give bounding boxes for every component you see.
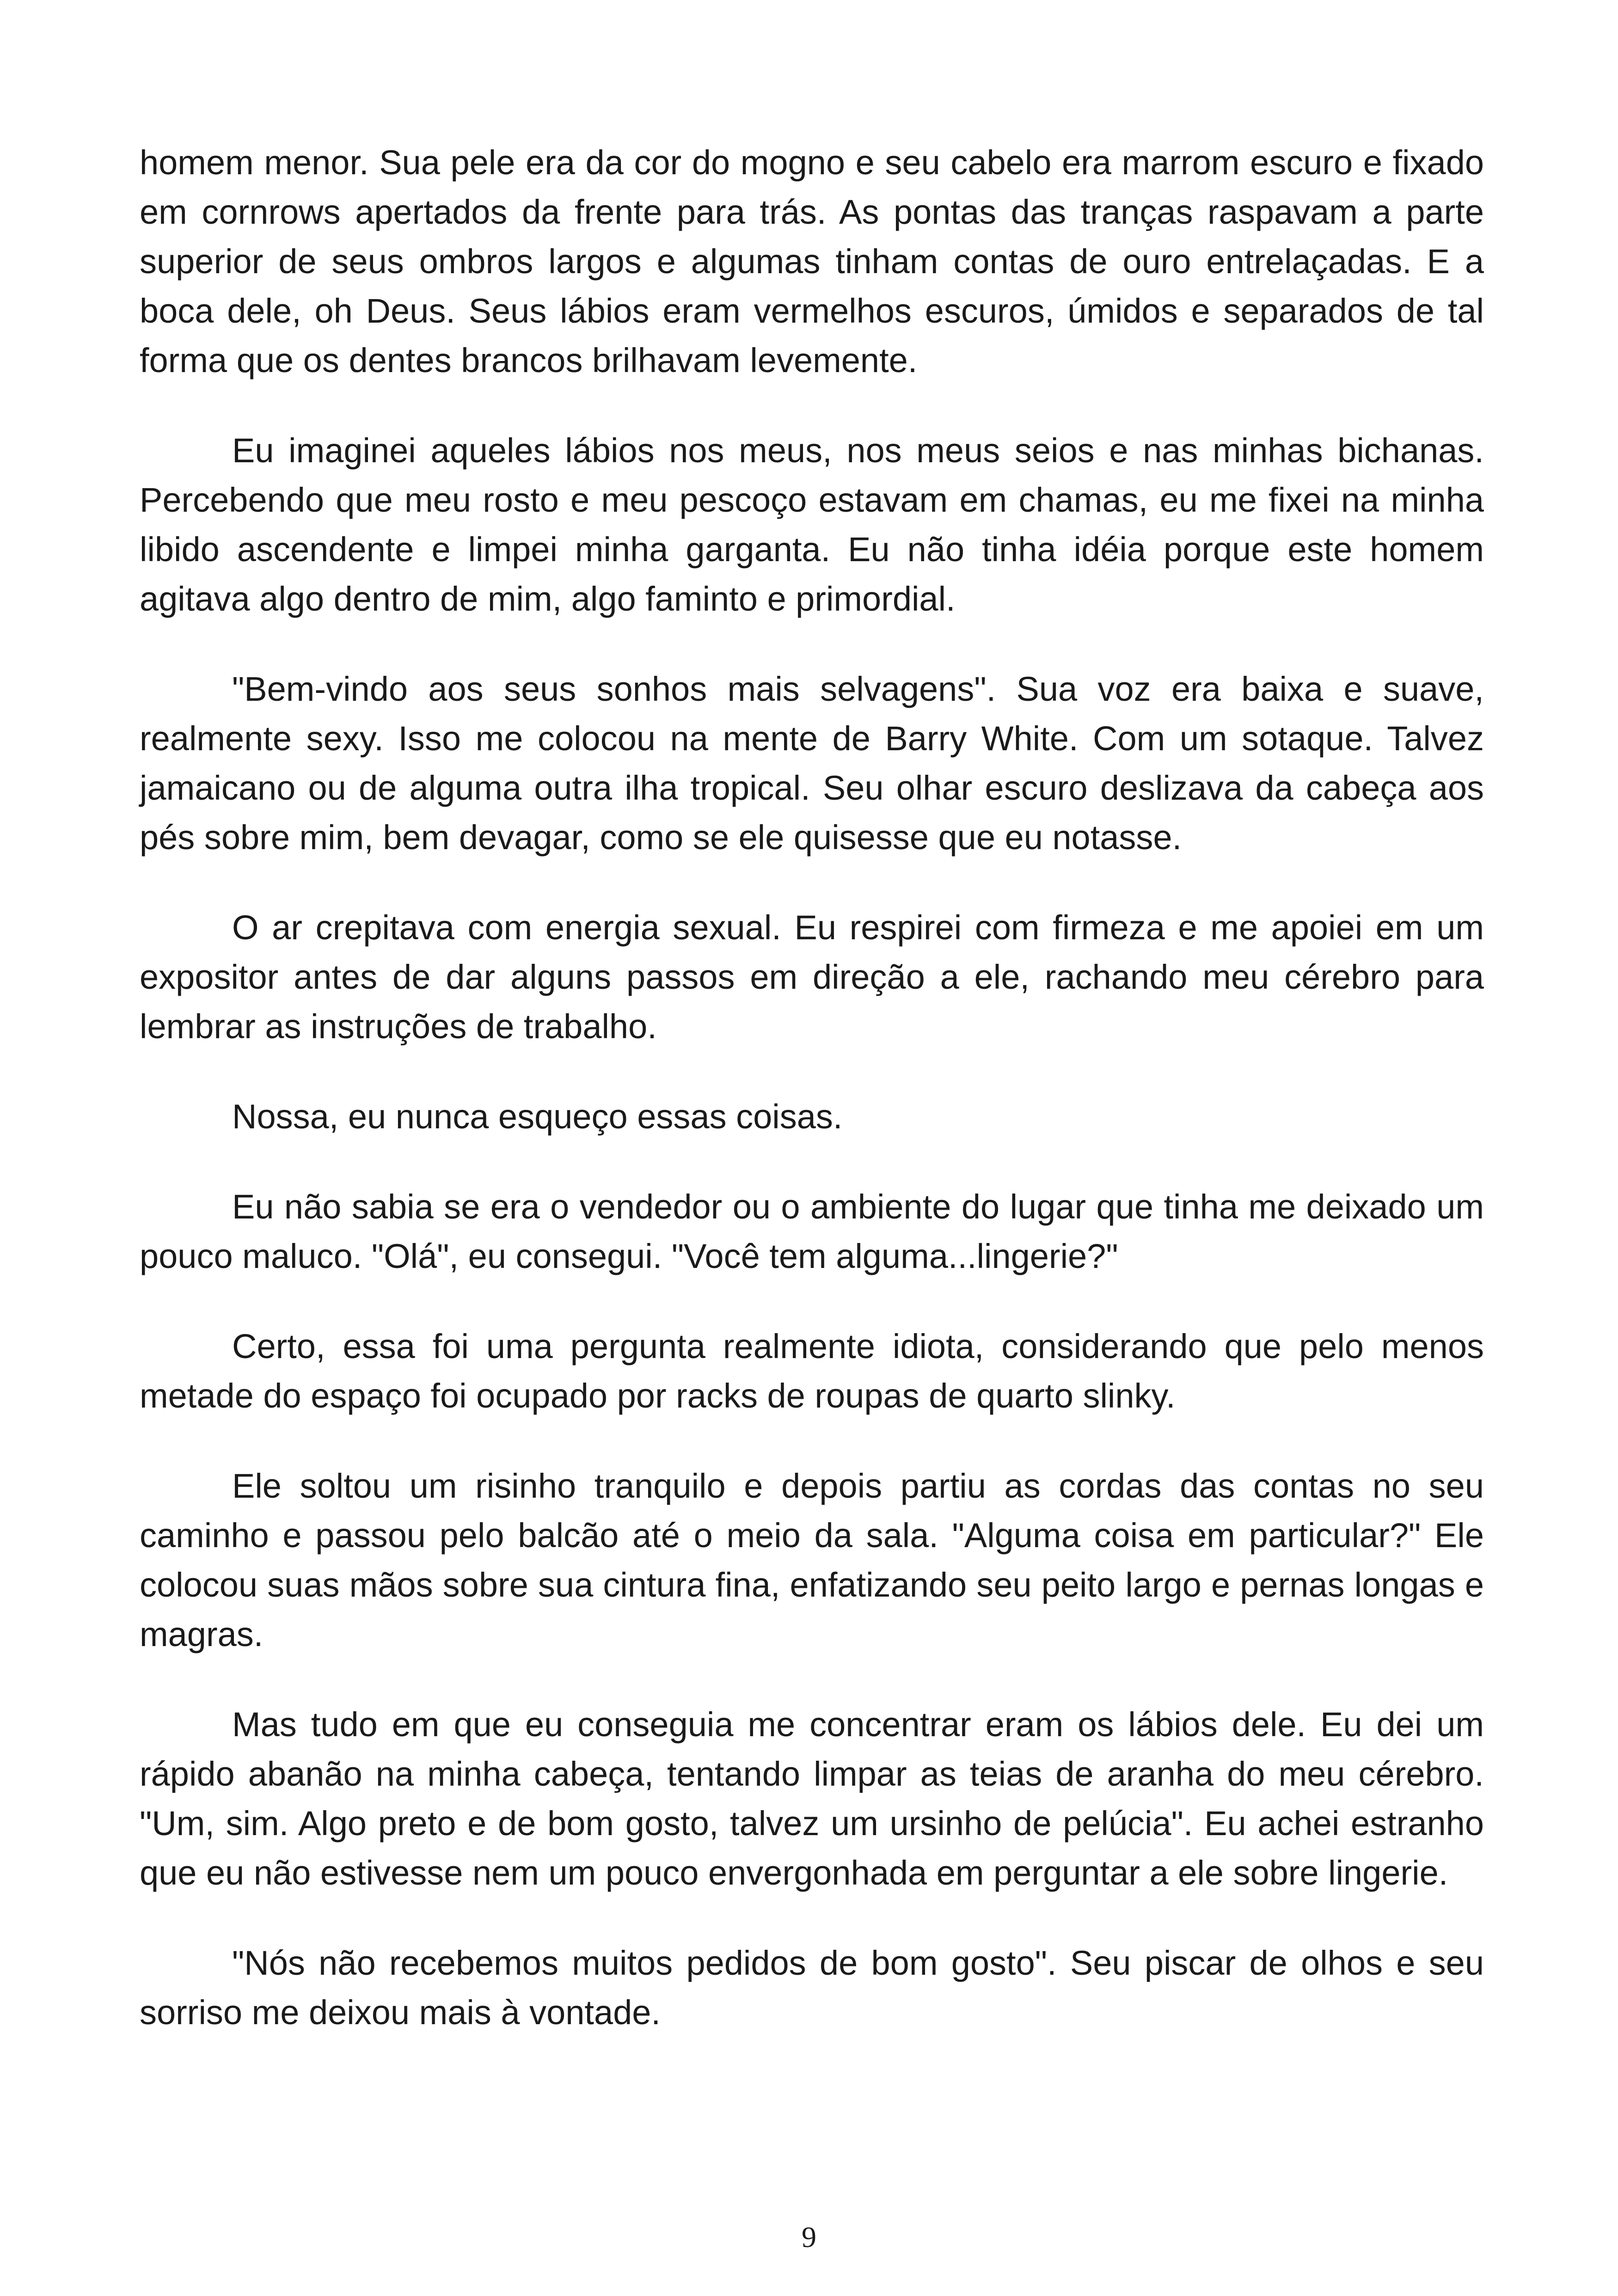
paragraph-1: homem menor. Sua pele era da cor do mogno e seu cabelo era marrom escuro e fixado em cornrows apertados da frente para trás. As pontas das tranças raspavam a parte superior de seus ombros largos e algumas tinham contas de ouro entrelaçadas. E a boca dele, oh Deus. Seus lábios eram vermelhos escuros, úmidos e separados de tal forma que os dentes brancos brilhavam levemente. <box>140 143 1484 380</box>
paragraph-2: Eu imaginei aqueles lábios nos meus, nos meus seios e nas minhas bichanas. Percebendo que meu rosto e meu pescoço estavam em chamas, eu me fixei na minha libido ascendente e limpei minha garganta. Eu não tinha idéia porque este homem agitava algo dentro de mim, algo faminto e primordial. <box>140 431 1484 618</box>
page-number: 9 <box>802 2221 816 2253</box>
paragraph-9: Mas tudo em que eu conseguia me concentrar eram os lábios dele. Eu dei um rápido abanão na minha cabeça, tentando limpar as teias de aranha do meu cérebro. "Um, sim. Algo preto e de bom gosto, talvez um ursinho de pelúcia". Eu achei estranho que eu não estivesse nem um pouco envergonhada em perguntar a ele sobre lingerie. <box>140 1705 1484 1892</box>
paragraph-8: Ele soltou um risinho tranquilo e depois partiu as cordas das contas no seu caminho e passou pelo balcão até o meio da sala. "Alguma coisa em particular?" Ele colocou suas mãos sobre sua cintura fina, enfatizando seu peito largo e pernas longas e magras. <box>140 1467 1484 1653</box>
paragraph-5: Nossa, eu nunca esqueço essas coisas. <box>232 1097 843 1136</box>
paragraph-10: "Nós não recebemos muitos pedidos de bom gosto". Seu piscar de olhos e seu sorriso me deixou mais à vontade. <box>140 1944 1484 2032</box>
body-text <box>140 138 1484 2078</box>
paragraph-7: Certo, essa foi uma pergunta realmente idiota, considerando que pelo menos metade do espaço foi ocupado por racks de roupas de quarto slinky. <box>140 1327 1484 1415</box>
paragraph-3: "Bem-vindo aos seus sonhos mais selvagens". Sua voz era baixa e suave, realmente sexy. Isso me colocou na mente de Barry White. Com um sotaque. Talvez jamaicano ou de alguma outra ilha tropical. Seu olhar escuro deslizava da cabeça aos pés sobre mim, bem devagar, como se ele quisesse que eu notasse. <box>140 670 1484 857</box>
paragraph-4: O ar crepitava com energia sexual. Eu respirei com firmeza e me apoiei em um expositor antes de dar alguns passos em direção a ele, rachando meu cérebro para lembrar as instruções de trabalho. <box>140 908 1484 1046</box>
paragraph-6: Eu não sabia se era o vendedor ou o ambiente do lugar que tinha me deixado um pouco maluco. "Olá", eu consegui. "Você tem alguma...lingerie?" <box>140 1188 1484 1275</box>
